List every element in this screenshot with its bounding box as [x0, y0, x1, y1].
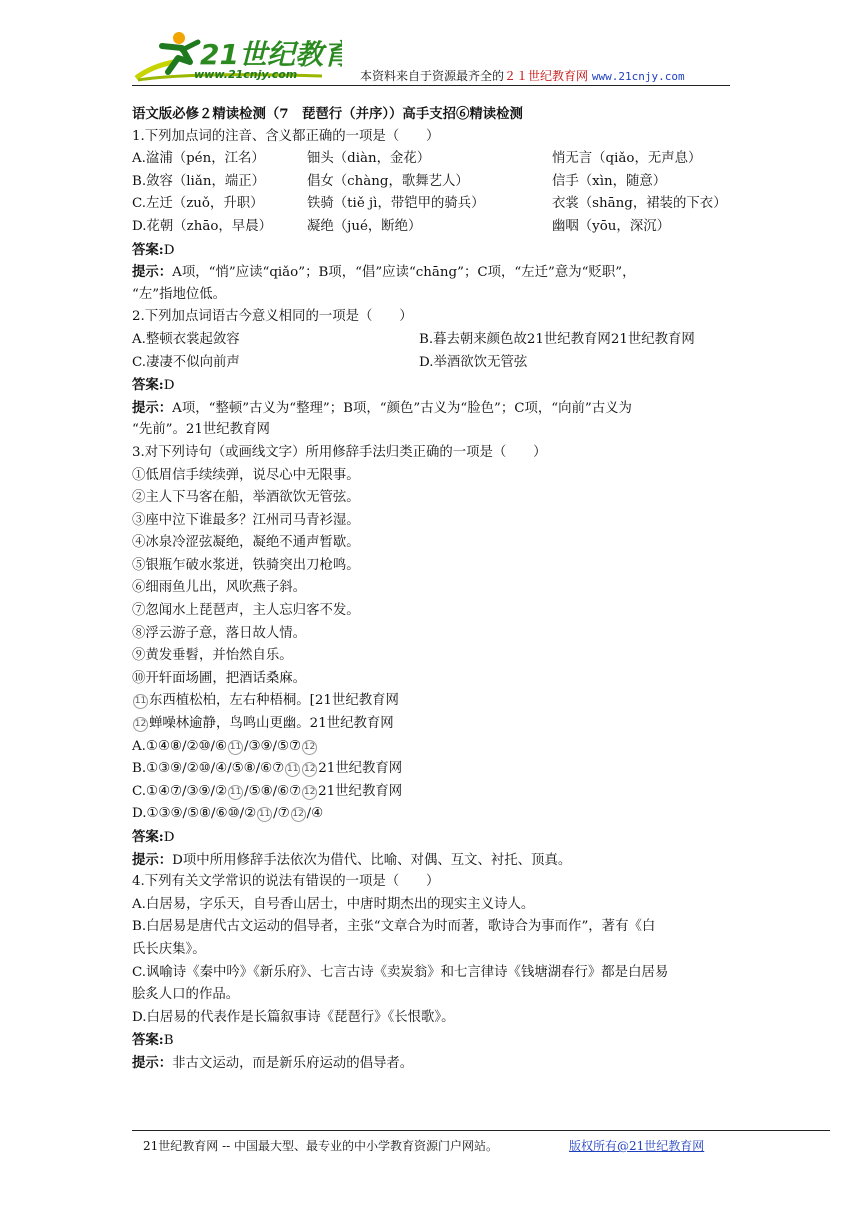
circled-number-12: 12: [302, 785, 317, 800]
q4-option-c-2: 脍炙人口的作品。: [132, 987, 240, 1003]
q1-answer-label: 答案:: [132, 241, 164, 258]
q3-line-9: ⑨黄发垂髫，并怡然自乐。: [132, 648, 293, 664]
logo-url: www.21cnjy.com: [194, 68, 298, 81]
q2-hint: [132, 397, 732, 420]
q4-answer-value: B: [163, 1033, 174, 1049]
q3-line-12: [132, 713, 732, 736]
q1-hint-text-1: A项，“悄”应读“qiǎo”；B项，“倡”应读“chāng”；C项，“左迁”意为“贬职”，: [172, 265, 636, 281]
q1-b-3: 信手（xìn，随意）: [552, 173, 667, 189]
q3-line-11-text: 东西植松柏，左右种梧桐。[21世纪教育网: [149, 693, 399, 709]
circled-number-11: 11: [228, 740, 243, 755]
header-note-prefix: 本资料来自于资源最齐全的: [360, 69, 505, 83]
q4-hint: [132, 1052, 732, 1075]
logo-text: 21世纪教育: [200, 38, 342, 71]
circled-number-11: 11: [133, 694, 148, 709]
footer: [143, 1137, 705, 1154]
circled-number-12: 12: [133, 717, 148, 732]
q2-hint-text-1: A项，“整顿”古义为“整理”；B项，“颜色”古义为“脸色”；C项，“向前”古义为: [172, 400, 632, 416]
q3-line-4: ④冰泉冷涩弦凝绝，凝绝不通声暂歇。: [132, 535, 360, 551]
q3-answer-value: D: [163, 830, 175, 845]
q1-b-2: 倡女（chàng，歌舞艺人）: [307, 173, 469, 189]
q4-option-a: A.白居易，字乐天，自号香山居士，中唐时期杰出的现实主义诗人。: [132, 896, 535, 912]
q3-line-2: ②主人下马客在船，举酒欲饮无管弦。: [132, 490, 360, 506]
q3-hint-text: D项中所用修辞手法依次为借代、比喻、对偶、互文、衬托、顶真。: [172, 852, 572, 868]
q2-option-b: B.暮去朝来颜色故21世纪教育网21世纪教育网: [419, 331, 695, 347]
q3-line-1: ①低眉信手续续弹，说尽心中无限事。: [132, 467, 360, 483]
q1-d-3: 幽咽（yōu，深沉）: [552, 218, 670, 234]
q3-stem: 3.对下列诗句（或画线文字）所用修辞手法归类正确的一项是（ ）: [132, 444, 547, 460]
q1-row-d: [132, 216, 732, 239]
q2-hint-text-2: “先前”。21世纪教育网: [132, 422, 270, 438]
q3-line-6: ⑥细雨鱼儿出，风吹燕子斜。: [132, 580, 307, 596]
q2-row-cd: [132, 352, 732, 375]
q1-a-2: 钿头（diàn，金花）: [307, 151, 431, 167]
doc-title: 语文版必修２精读检测（7 琵琶行（并序））高手支招⑥精读检测: [132, 106, 523, 122]
q1-d-2: 凝绝（jué，断绝）: [307, 218, 422, 234]
q1-answer: [132, 239, 732, 262]
q4-option-b-2: 氏长庆集》。: [132, 941, 206, 957]
q1-row-c: [132, 193, 732, 216]
q2-option-d: D.举酒欲饮无管弦: [419, 354, 528, 370]
q3-option-d: D.①③⑨/⑤⑧/⑥⑩/② 11 /⑦ 12 /④: [132, 806, 324, 822]
circled-number-11: 11: [285, 762, 300, 777]
circled-number-11: 11: [257, 807, 272, 822]
q1-answer-value: D: [163, 242, 175, 258]
q3-line-10: ⑩开轩面场圃，把酒话桑麻。: [132, 670, 307, 686]
q4-hint-text: 非古文运动，而是新乐府运动的倡导者。: [172, 1055, 414, 1071]
q3-option-b: B.①③⑨/②⑩/④/⑤⑧/⑥⑦ 11 12 21世纪教育网: [132, 761, 403, 777]
q4-option-d: D.白居易的代表作是长篇叙事诗《琵琶行》《长恨歌》。: [132, 1009, 455, 1025]
q2-hint-label: 提示：: [132, 399, 173, 416]
q2-stem: 2.下列加点词语古今意义相同的一项是（ ）: [132, 309, 413, 325]
q1-stem: 1.下列加点词的注音、含义都正确的一项是（ ）: [132, 128, 440, 144]
circled-number-12: 12: [291, 807, 306, 822]
q2-option-c: C.凄凄不似向前声: [132, 354, 240, 370]
q3-hint-label: 提示：: [132, 851, 173, 868]
q2-answer-label: 答案:: [132, 377, 164, 394]
q1-c-1: C.左迁（zuǒ，升职）: [132, 196, 264, 212]
q4-stem: 4.下列有关文学常识的说法有错误的一项是（ ）: [132, 874, 440, 890]
q3-answer-label: 答案:: [132, 829, 164, 845]
q3-line-3: ③座中泣下谁最多？江州司马青衫湿。: [132, 512, 360, 528]
q3-answer: [132, 826, 732, 849]
q3-line-7: ⑦忽闻水上琵琶声，主人忘归客不发。: [132, 603, 360, 619]
q1-a-1: A.湓浦（pén，江名）: [132, 151, 265, 167]
q2-answer-value: D: [163, 378, 175, 394]
q1-row-b: [132, 171, 732, 194]
circled-number-12: 12: [302, 762, 317, 777]
q2-option-a: A.整顿衣裳起敛容: [132, 331, 240, 347]
q4-answer: [132, 1029, 732, 1052]
document-body: [132, 103, 732, 1075]
footer-left-text: 21世纪教育网 -- 中国最大型、最专业的中小学教育资源门户网站。: [143, 1139, 499, 1153]
header-note-site: ２１世纪教育网: [504, 69, 589, 83]
q1-b-1: B.敛容（liǎn，端正）: [132, 173, 266, 189]
site-logo: [132, 28, 342, 84]
q1-hint-text-2: “左”指地位低。: [132, 286, 227, 302]
q4-hint-label: 提示：: [132, 1054, 173, 1071]
q3-option-a: A.①④⑧/②⑩/⑥ 11 /③⑨/⑤⑦ 12: [132, 738, 316, 754]
q3-line-11: [132, 690, 732, 713]
header-note-url[interactable]: www.21cnjy.com: [591, 70, 685, 83]
circled-number-12: 12: [302, 740, 317, 755]
q1-c-2: 铁骑（tiě jì，带铠甲的骑兵）: [307, 196, 485, 212]
q2-answer: [132, 374, 732, 397]
q1-c-3: 衣裳（shāng，裙装的下衣）: [552, 196, 727, 212]
footer-copyright-link[interactable]: 版权所有@21世纪教育网: [569, 1139, 705, 1153]
footer-rule: [132, 1130, 830, 1131]
q3-hint: [132, 849, 732, 872]
q1-d-1: D.花朝（zhāo，早晨）: [132, 218, 272, 234]
q3-line-12-text: 蝉噪林逾静，鸟鸣山更幽。21世纪教育网: [149, 716, 394, 732]
header-note: [360, 67, 685, 84]
q3-option-c: C.①④⑦/③⑨/② 11 /⑤⑧/⑥⑦ 12 21世纪教育网: [132, 783, 403, 799]
header-rule: [132, 85, 730, 86]
q3-line-5: ⑤银瓶乍破水浆迸，铁骑突出刀枪鸣。: [132, 557, 360, 573]
q4-answer-label: 答案:: [132, 1032, 164, 1049]
q3-line-8: ⑧浮云游子意，落日故人情。: [132, 625, 307, 641]
q4-option-b-1: B.白居易是唐代古文运动的倡导者，主张“文章合为时而著，歌诗合为事而作”，著有《白: [132, 919, 656, 935]
q1-a-3: 悄无言（qiǎo，无声息）: [552, 151, 702, 167]
circled-number-11: 11: [228, 785, 243, 800]
q2-row-ab: [132, 329, 732, 352]
q4-option-c-1: C.讽喻诗《秦中吟》《新乐府》、七言古诗《卖炭翁》和七言律诗《钱塘湖春行》都是白居易: [132, 964, 669, 980]
q1-hint-label: 提示：: [132, 264, 173, 281]
q1-row-a: [132, 148, 732, 171]
q1-hint: [132, 261, 732, 284]
